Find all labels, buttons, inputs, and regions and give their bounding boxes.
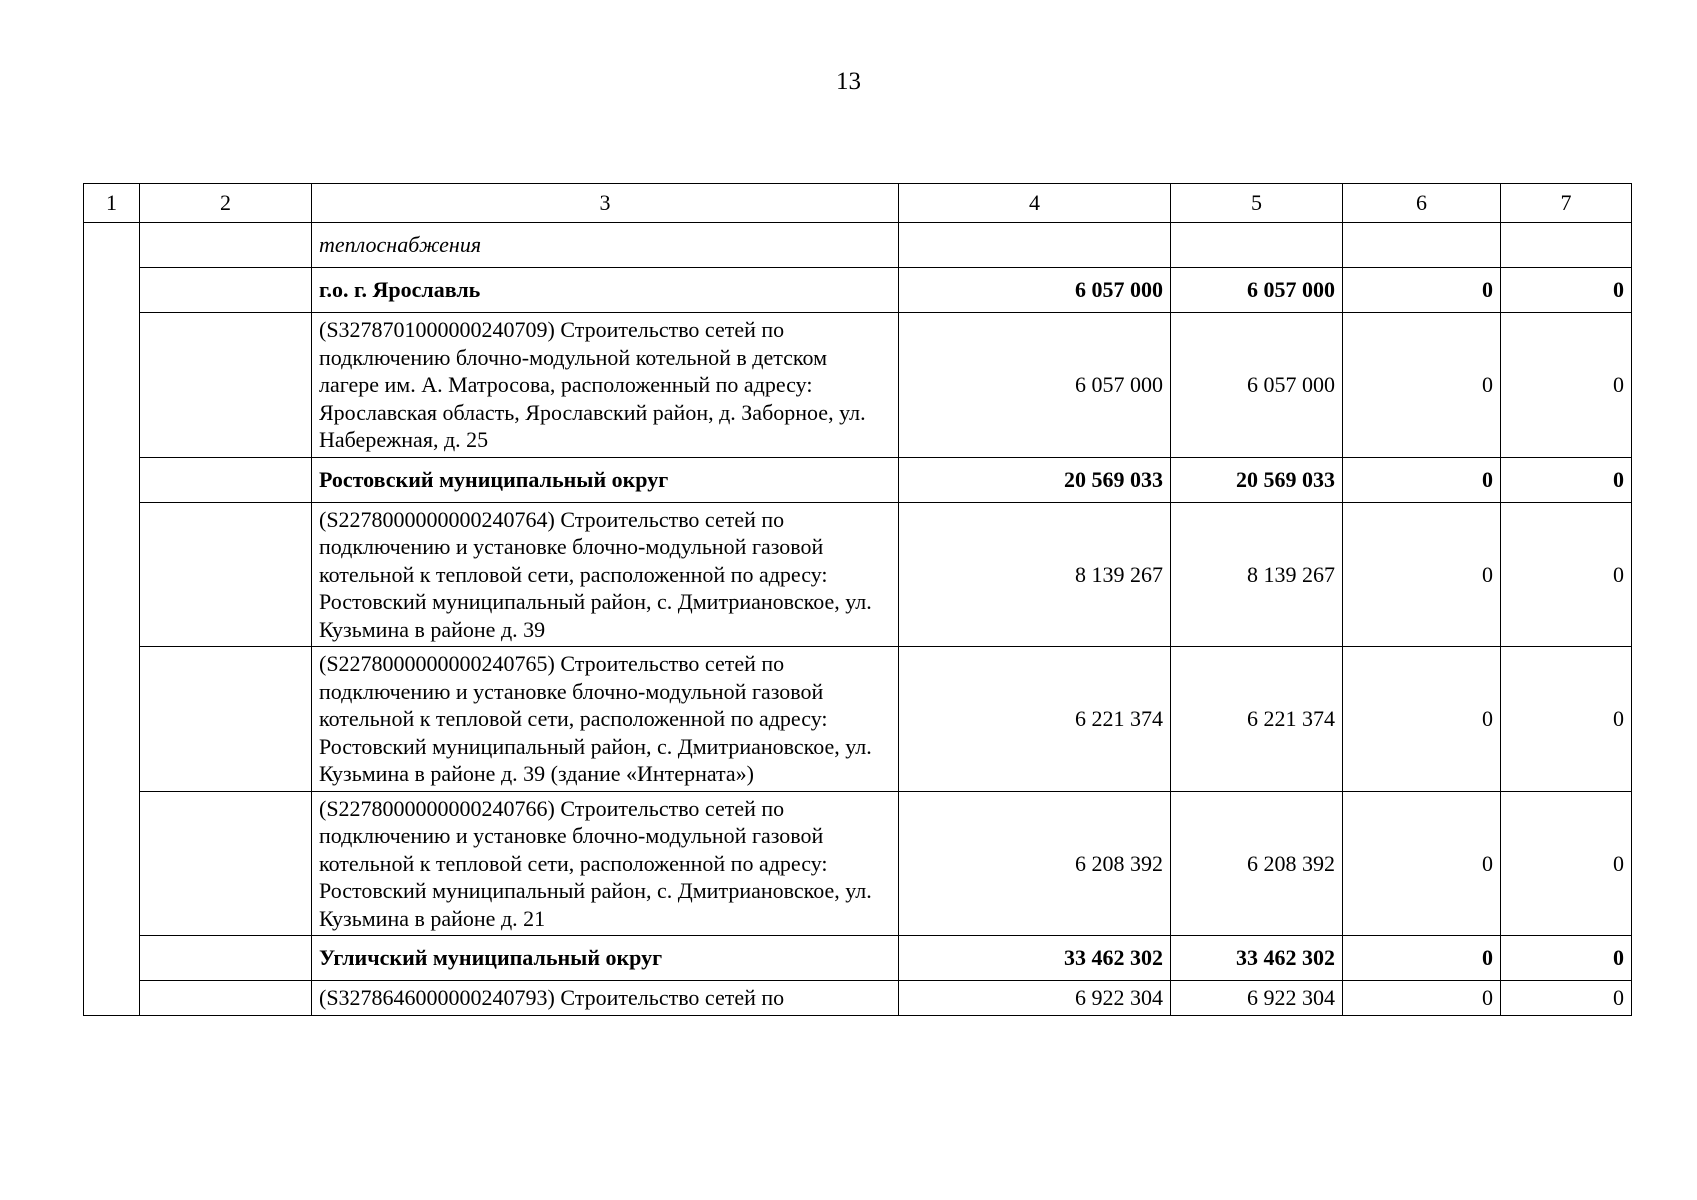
amount-cell: 6 922 304 (899, 981, 1171, 1016)
page-number: 13 (836, 68, 861, 95)
description-cell: (S327870100000​0240709) Строительство сетей по подключению блочно-модульной котельной в детском лагере им. А. Матросова, расположенный по адресу: Ярославская область, Ярославский район, д. Заборное, ул. Набережная, д. 25 (312, 313, 899, 458)
header-row (84, 184, 1632, 223)
amount-cell: 6 208 392 (1171, 791, 1343, 936)
code-cell (140, 313, 312, 458)
amount-cell: 0 (1501, 457, 1632, 502)
amount-cell: 0 (1501, 268, 1632, 313)
amount-cell: 6 057 000 (899, 313, 1171, 458)
amount-cell: 6 057 000 (1171, 313, 1343, 458)
amount-cell: 0 (1501, 647, 1632, 792)
description-cell: Угличский муниципальный округ (312, 936, 899, 981)
code-cell (140, 791, 312, 936)
table-row (84, 502, 1632, 647)
table-row (84, 313, 1632, 458)
amount-cell: 0 (1501, 936, 1632, 981)
amount-cell: 6 057 000 (1171, 268, 1343, 313)
amount-cell: 33 462 302 (1171, 936, 1343, 981)
description-cell: (S2278000000000240765) Строительство сетей по подключению и установке блочно-модульной газовой котельной к тепловой сети, расположенной по адресу: Ростовский муниципальный район, с. Дмитриановское, ул. Кузьмина в районе д. 39 (здание «Интерната») (312, 647, 899, 792)
amount-cell: 8 139 267 (899, 502, 1171, 647)
amount-cell (1501, 223, 1632, 268)
column-header: 4 (899, 184, 1171, 223)
column-header: 5 (1171, 184, 1343, 223)
amount-cell: 6 208 392 (899, 791, 1171, 936)
amount-cell: 6 922 304 (1171, 981, 1343, 1016)
amount-cell: 0 (1343, 647, 1501, 792)
description-cell: Ростовский муниципальный округ (312, 457, 899, 502)
amount-cell: 33 462 302 (899, 936, 1171, 981)
amount-cell (1171, 223, 1343, 268)
amount-cell: 6 057 000 (899, 268, 1171, 313)
description-cell: г.о. г. Ярославль (312, 268, 899, 313)
amount-cell: 0 (1343, 313, 1501, 458)
amount-cell (1343, 223, 1501, 268)
code-cell (140, 502, 312, 647)
subtotal-row (84, 936, 1632, 981)
code-cell (140, 936, 312, 981)
column-header: 6 (1343, 184, 1501, 223)
code-cell (140, 223, 312, 268)
amount-cell: 0 (1343, 268, 1501, 313)
amount-cell: 0 (1501, 502, 1632, 647)
table-row (84, 791, 1632, 936)
description-cell: (S3278646000000240793) Строительство сетей по (312, 981, 899, 1016)
amount-cell: 0 (1343, 936, 1501, 981)
subtotal-row (84, 268, 1632, 313)
amount-cell: 0 (1343, 791, 1501, 936)
code-cell (140, 981, 312, 1016)
amount-cell: 0 (1501, 791, 1632, 936)
budget-table (83, 183, 1632, 1016)
amount-cell (899, 223, 1171, 268)
description-cell: теплоснабжения (312, 223, 899, 268)
row-number-cell (84, 223, 140, 1016)
table-row (84, 981, 1632, 1016)
code-cell (140, 268, 312, 313)
table-row (84, 223, 1632, 268)
description-cell: (S2278000000000240766) Строительство сетей по подключению и установке блочно-модульной газовой котельной к тепловой сети, расположенной по адресу: Ростовский муниципальный район, с. Дмитриановское, ул. Кузьмина в районе д. 21 (312, 791, 899, 936)
subtotal-row (84, 457, 1632, 502)
description-cell: (S2278000000000240764) Строительство сетей по подключению и установке блочно-модульной газовой котельной к тепловой сети, расположенной по адресу: Ростовский муниципальный район, с. Дмитриановское, ул. Кузьмина в районе д. 39 (312, 502, 899, 647)
amount-cell: 0 (1501, 313, 1632, 458)
code-cell (140, 647, 312, 792)
table-row (84, 647, 1632, 792)
amount-cell: 20 569 033 (899, 457, 1171, 502)
amount-cell: 0 (1501, 981, 1632, 1016)
amount-cell: 6 221 374 (1171, 647, 1343, 792)
column-header: 7 (1501, 184, 1632, 223)
amount-cell: 8 139 267 (1171, 502, 1343, 647)
column-header: 1 (84, 184, 140, 223)
amount-cell: 0 (1343, 981, 1501, 1016)
amount-cell: 6 221 374 (899, 647, 1171, 792)
column-header: 2 (140, 184, 312, 223)
amount-cell: 0 (1343, 457, 1501, 502)
column-header: 3 (312, 184, 899, 223)
code-cell (140, 457, 312, 502)
amount-cell: 20 569 033 (1171, 457, 1343, 502)
amount-cell: 0 (1343, 502, 1501, 647)
